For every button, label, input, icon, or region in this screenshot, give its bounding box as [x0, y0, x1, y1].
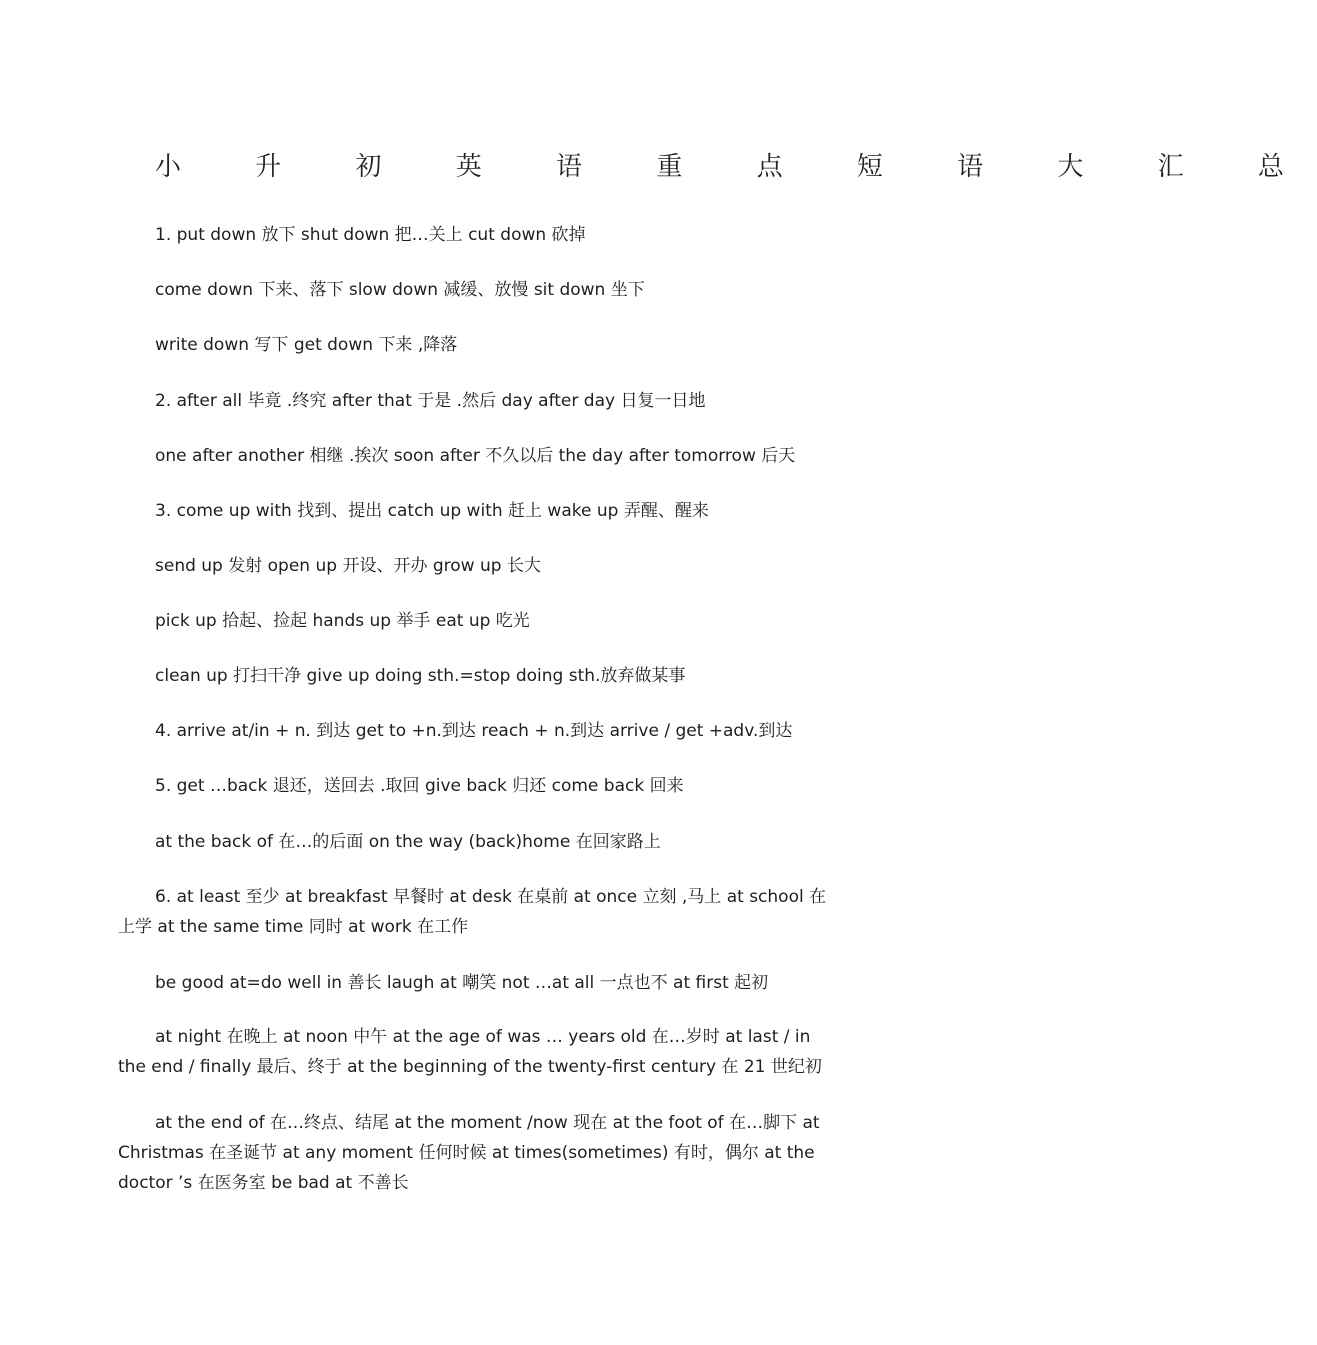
phrase-line-3: write down 写下 get down 下来 ,降落 [155, 335, 458, 355]
phrase-line-11: 5. get …back 退还，送回去 .取回 give back 归还 come back 回来 [155, 776, 684, 796]
phrase-line-6: 3. come up with 找到、提出 catch up with 赶上 wake up 弄醒、醒来 [155, 501, 709, 521]
phrase-line-1: 1. put down 放下 shut down 把…关上 cut down 砍掉 [155, 225, 586, 245]
phrase-line-5: one after another 相继 .挨次 soon after 不久以后 the day after tomorrow 后天 [155, 446, 796, 466]
phrase-line-7: send up 发射 open up 开设、开办 grow up 长大 [155, 556, 541, 576]
phrase-line-8: pick up 拾起、捡起 hands up 举手 eat up 吃光 [155, 611, 530, 631]
phrase-paragraph-at-3: at the end of 在…终点、结尾 at the moment /now 现在 at the foot of 在…脚下 at Christmas 在圣诞节 at any moment 任何时候 at times(sometimes) 有时，偶尔 at the doctor ’s 在医务室 be bad at 不善长 [118, 1113, 820, 1193]
phrase-line-9: clean up 打扫干净 give up doing sth.=stop doing sth.放弃做某事 [155, 666, 686, 686]
phrase-line-4: 2. after all 毕竟 .终究 after that 于是 .然后 day after day 日复一日地 [155, 391, 706, 411]
phrase-paragraph-at-2: at night 在晚上 at noon 中午 at the age of was … years old 在…岁时 at last / in the end / finally 最后、终于 at the beginning of the twenty-first century 在 21 世纪初 [118, 1027, 822, 1077]
document-title: 小 升 初 英 语 重 点 短 语 大 汇 总 [155, 152, 1317, 182]
phrase-line-10: 4. arrive at/in + n. 到达 get to +n.到达 reach + n.到达 arrive / get +adv.到达 [155, 721, 793, 741]
phrase-line-12: at the back of 在…的后面 on the way (back)home 在回家路上 [155, 832, 661, 852]
phrase-paragraph-at-1: be good at=do well in 善长 laugh at 嘲笑 not …at all 一点也不 at first 起初 [155, 973, 769, 993]
phrase-line-2: come down 下来、落下 slow down 减缓、放慢 sit down 坐下 [155, 280, 645, 300]
phrase-paragraph-6: 6. at least 至少 at breakfast 早餐时 at desk 在桌前 at once 立刻 ,马上 at school 在上学 at the same time 同时 at work 在工作 [118, 887, 827, 937]
